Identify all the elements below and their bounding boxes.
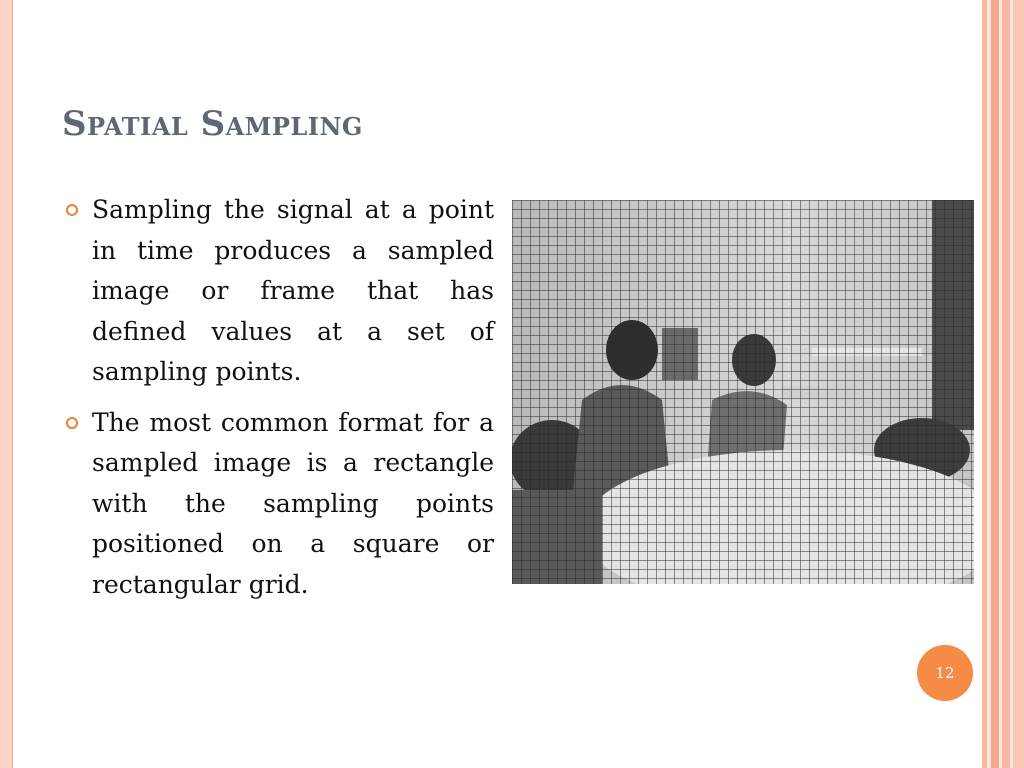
sampled-photo: [512, 200, 974, 584]
page-number-badge: 12: [917, 645, 973, 701]
slide-frame-right: [982, 0, 1024, 768]
bullet-item: [66, 403, 494, 606]
bullet-list: [66, 190, 494, 615]
slide-title: Spatial Sampling: [62, 104, 363, 144]
bullet-text: The most common format for a sampled image is a rectangle with the sampling points positioned on a square or rectangular grid.: [92, 407, 494, 599]
bullet-circle-icon: [66, 204, 78, 216]
bullet-text: Sampling the signal at a point in time produces a sampled image or frame that has defined values at a set of sampling points.: [92, 195, 494, 386]
slide-frame-left: [0, 0, 13, 768]
bullet-circle-icon: [66, 417, 78, 429]
bullet-item: [66, 190, 494, 393]
